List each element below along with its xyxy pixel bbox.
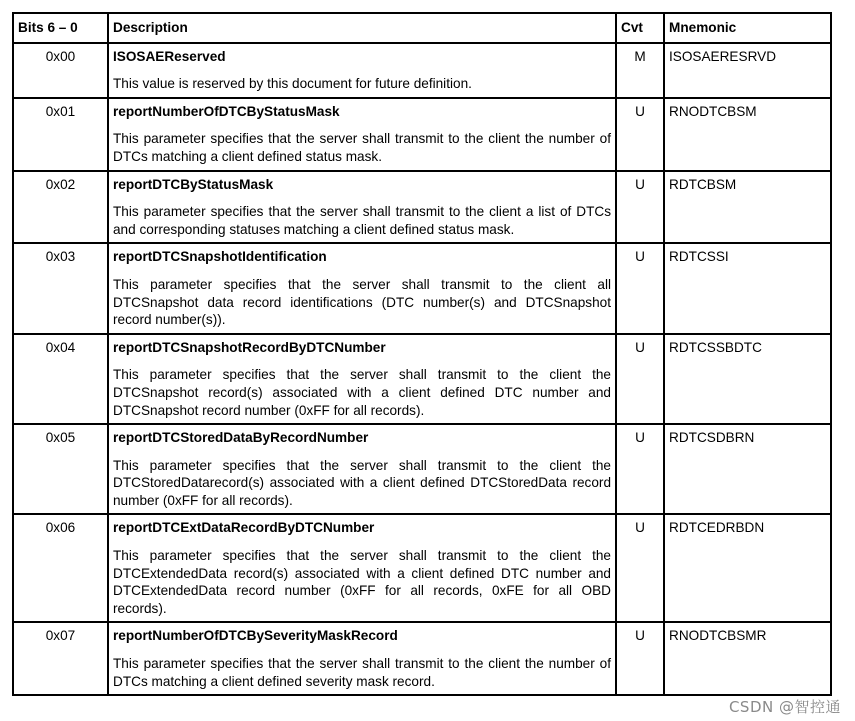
cell-cvt: U (616, 622, 664, 695)
cell-description (108, 98, 616, 171)
table-header-row (13, 13, 831, 43)
cell-description (108, 424, 616, 514)
cell-mnemonic: RDTCBSM (664, 171, 831, 244)
table-row (13, 424, 831, 514)
parameter-name: reportNumberOfDTCBySeverityMaskRecord (113, 628, 398, 644)
table-row (13, 334, 831, 424)
cell-mnemonic: RDTCEDRBDN (664, 514, 831, 622)
header-description: Description (108, 13, 616, 43)
cell-cvt: M (616, 43, 664, 98)
cell-description (108, 514, 616, 622)
parameter-name: reportNumberOfDTCByStatusMask (113, 103, 340, 119)
table-row (13, 622, 831, 695)
parameter-name: reportDTCSnapshotIdentification (113, 249, 327, 265)
cell-value: 0x07 (13, 622, 108, 695)
subfunction-table (12, 12, 832, 696)
cell-cvt: U (616, 334, 664, 424)
cell-cvt: U (616, 514, 664, 622)
cell-mnemonic: RDTCSSI (664, 243, 831, 333)
parameter-name: reportDTCStoredDataByRecordNumber (113, 430, 369, 446)
cell-cvt: U (616, 243, 664, 333)
cell-mnemonic: RNODTCBSM (664, 98, 831, 171)
header-mnemonic: Mnemonic (664, 13, 831, 43)
header-cvt: Cvt (616, 13, 664, 43)
cell-description (108, 334, 616, 424)
cell-mnemonic: RDTCSDBRN (664, 424, 831, 514)
parameter-name: reportDTCByStatusMask (113, 176, 274, 192)
cell-description (108, 243, 616, 333)
cell-mnemonic: RNODTCBSMR (664, 622, 831, 695)
cell-description (108, 43, 616, 98)
cell-description (108, 622, 616, 695)
cell-value: 0x02 (13, 171, 108, 244)
table-row (13, 243, 831, 333)
parameter-description: This parameter specifies that the server shall transmit to the client the DTCSnapshot record(s) associated with a client defined DTC number and DTCSnapshot record number (0xFF for all records). (113, 367, 611, 418)
cell-value: 0x04 (13, 334, 108, 424)
cell-value: 0x05 (13, 424, 108, 514)
cell-mnemonic: RDTCSSBDTC (664, 334, 831, 424)
table-row (13, 43, 831, 98)
cell-value: 0x00 (13, 43, 108, 98)
cell-value: 0x03 (13, 243, 108, 333)
parameter-name: ISOSAEReserved (113, 48, 226, 64)
parameter-description: This parameter specifies that the server shall transmit to the client the number of DTCs matching a client defined severity mask record. (113, 656, 611, 689)
watermark-text: CSDN @智控通 (728, 698, 841, 716)
cell-value: 0x01 (13, 98, 108, 171)
cell-cvt: U (616, 171, 664, 244)
parameter-description: This parameter specifies that the server shall transmit to the client the DTCStoredDatarecord(s) associated with a client defined DTCStoredData record number (0xFF for all records). (113, 457, 611, 508)
parameter-description: This parameter specifies that the server shall transmit to the client all DTCSnapshot data record identifications (DTC number(s) and DTCSnapshot record number(s)). (113, 276, 611, 328)
cell-mnemonic: ISOSAERESRVD (664, 43, 831, 98)
cell-value: 0x06 (13, 514, 108, 622)
header-bits: Bits 6 – 0 (13, 13, 108, 43)
parameter-description: This parameter specifies that the server shall transmit to the client a list of DTCs and corresponding statuses matching a client defined status mask. (113, 204, 611, 237)
parameter-description: This parameter specifies that the server shall transmit to the client the DTCExtendedData record(s) associated with a client defined DTC number and DTCExtendedData record number (0xFF for all records, 0xFE for all OBD records). (113, 548, 611, 616)
parameter-description: This value is reserved by this document for future definition. (113, 76, 472, 92)
parameter-name: reportDTCSnapshotRecordByDTCNumber (113, 339, 386, 355)
cell-cvt: U (616, 98, 664, 171)
table-row (13, 171, 831, 244)
parameter-name: reportDTCExtDataRecordByDTCNumber (113, 520, 375, 536)
cell-description (108, 171, 616, 244)
parameter-description: This parameter specifies that the server shall transmit to the client the number of DTCs matching a client defined status mask. (113, 131, 611, 164)
table-row (13, 98, 831, 171)
cell-cvt: U (616, 424, 664, 514)
table-row (13, 514, 831, 622)
